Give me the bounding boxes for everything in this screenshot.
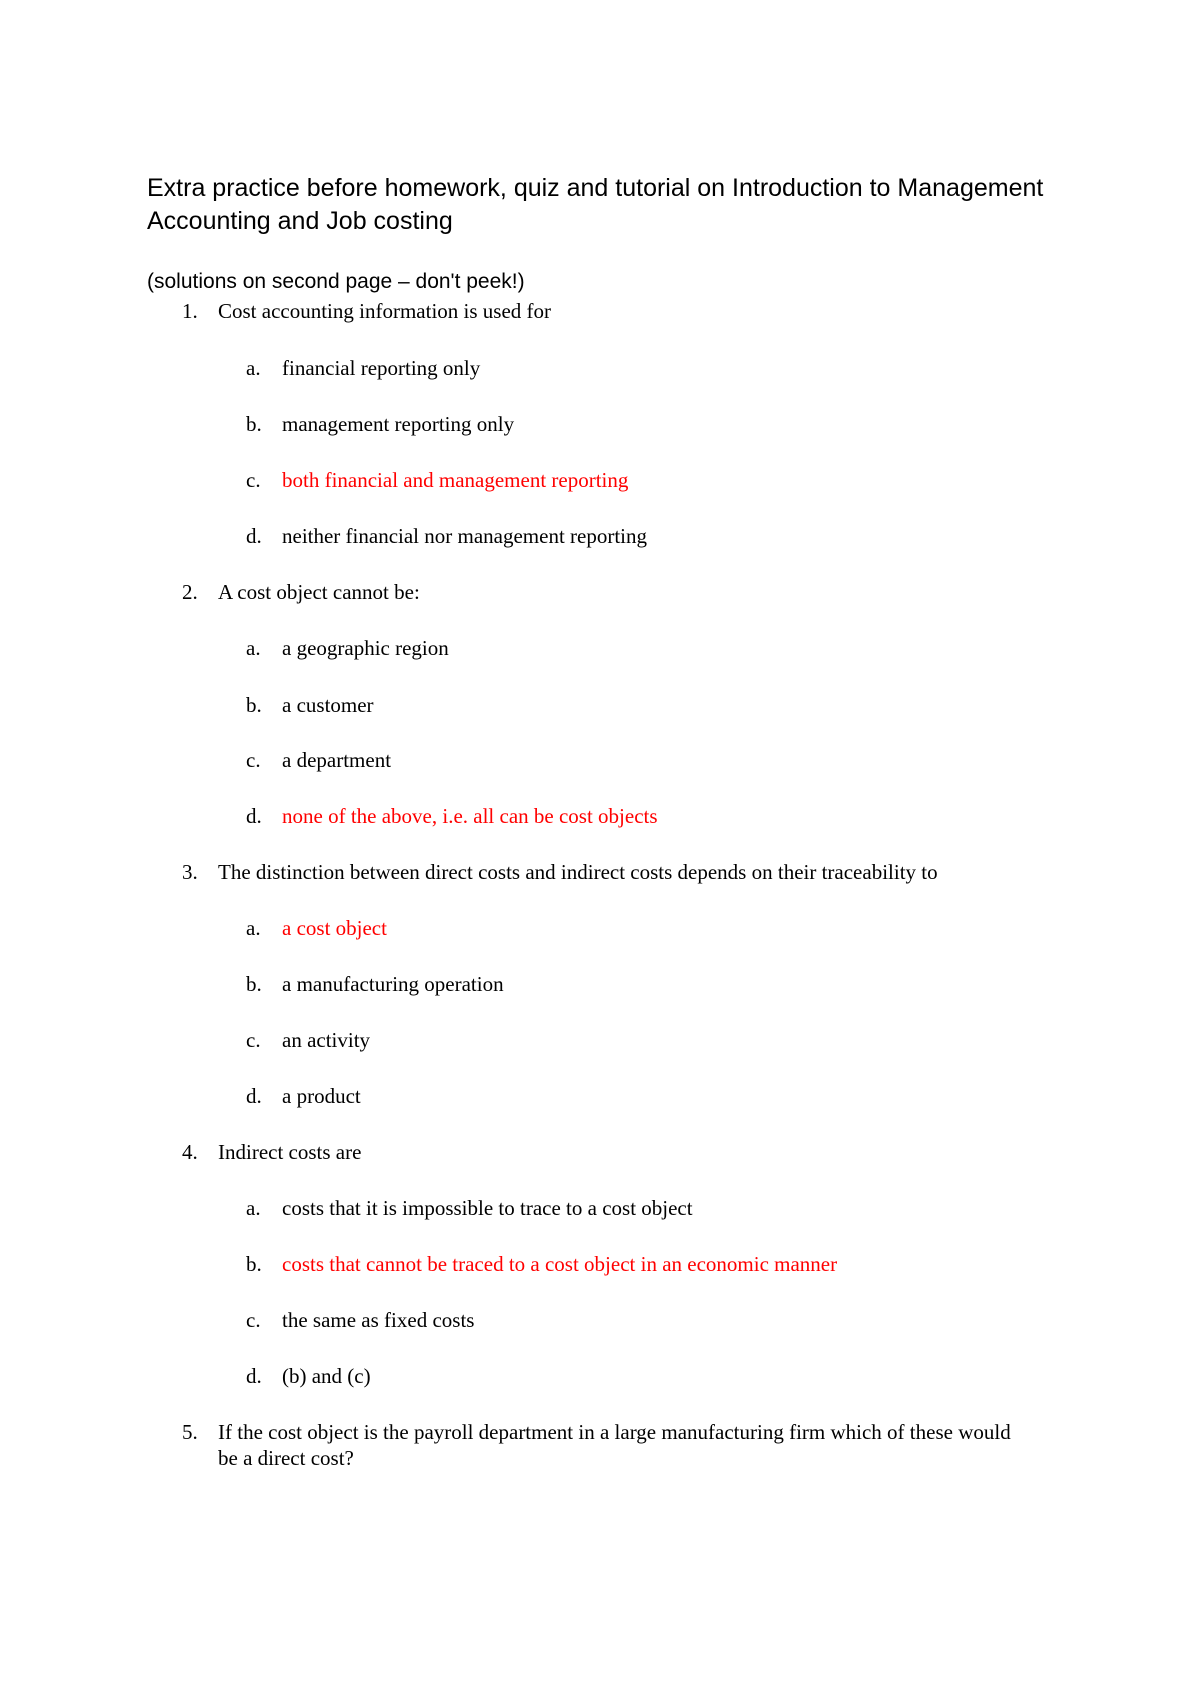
answer-option-text: both financial and management reporting (282, 468, 629, 492)
answer-option-text: none of the above, i.e. all can be cost objects (282, 804, 658, 828)
option-letter: b. (246, 412, 262, 436)
question-number: 2. (182, 580, 198, 604)
option-letter: d. (246, 804, 262, 828)
option-text: (b) and (c) (282, 1364, 371, 1388)
option-text: a manufacturing operation (282, 972, 504, 996)
option-text: financial reporting only (282, 356, 481, 380)
option-letter: a. (246, 356, 261, 380)
question-number: 4. (182, 1140, 198, 1164)
option-letter: b. (246, 693, 262, 717)
option-letter: d. (246, 1084, 262, 1108)
option-text: costs that it is impossible to trace to a cost object (282, 1196, 693, 1220)
answer-option-text: costs that cannot be traced to a cost object in an economic manner (282, 1252, 838, 1276)
option-text: an activity (282, 1028, 371, 1052)
question-text: Cost accounting information is used for (218, 299, 552, 323)
option-letter: a. (246, 916, 261, 940)
option-letter: b. (246, 1252, 262, 1276)
option-letter: c. (246, 1308, 261, 1332)
document-subtitle: (solutions on second page – don't peek!) (147, 270, 525, 293)
option-letter: a. (246, 636, 261, 660)
option-letter: d. (246, 524, 262, 548)
question-text: Indirect costs are (218, 1140, 362, 1164)
option-text: a department (282, 748, 392, 772)
option-letter: c. (246, 468, 261, 492)
option-text: the same as fixed costs (282, 1308, 475, 1332)
question-number: 1. (182, 299, 198, 323)
option-text: a product (282, 1084, 361, 1108)
question-text: If the cost object is the payroll department in a large manufacturing firm which of these would be a direct cost? (218, 1420, 1011, 1470)
option-text: a customer (282, 693, 374, 717)
question-number: 3. (182, 860, 198, 884)
option-letter: a. (246, 1196, 261, 1220)
option-text: management reporting only (282, 412, 515, 436)
document-title: Extra practice before homework, quiz and tutorial on Introduction to Management Accounting and Job costing (147, 174, 1044, 235)
question-text: The distinction between direct costs and indirect costs depends on their traceability to (218, 860, 938, 884)
question-number: 5. (182, 1420, 198, 1444)
question-text: A cost object cannot be: (218, 580, 420, 604)
option-letter: c. (246, 1028, 261, 1052)
answer-option-text: a cost object (282, 916, 387, 940)
option-letter: c. (246, 748, 261, 772)
option-letter: b. (246, 972, 262, 996)
option-text: neither financial nor management reporting (282, 524, 648, 548)
option-letter: d. (246, 1364, 262, 1388)
option-text: a geographic region (282, 636, 449, 660)
